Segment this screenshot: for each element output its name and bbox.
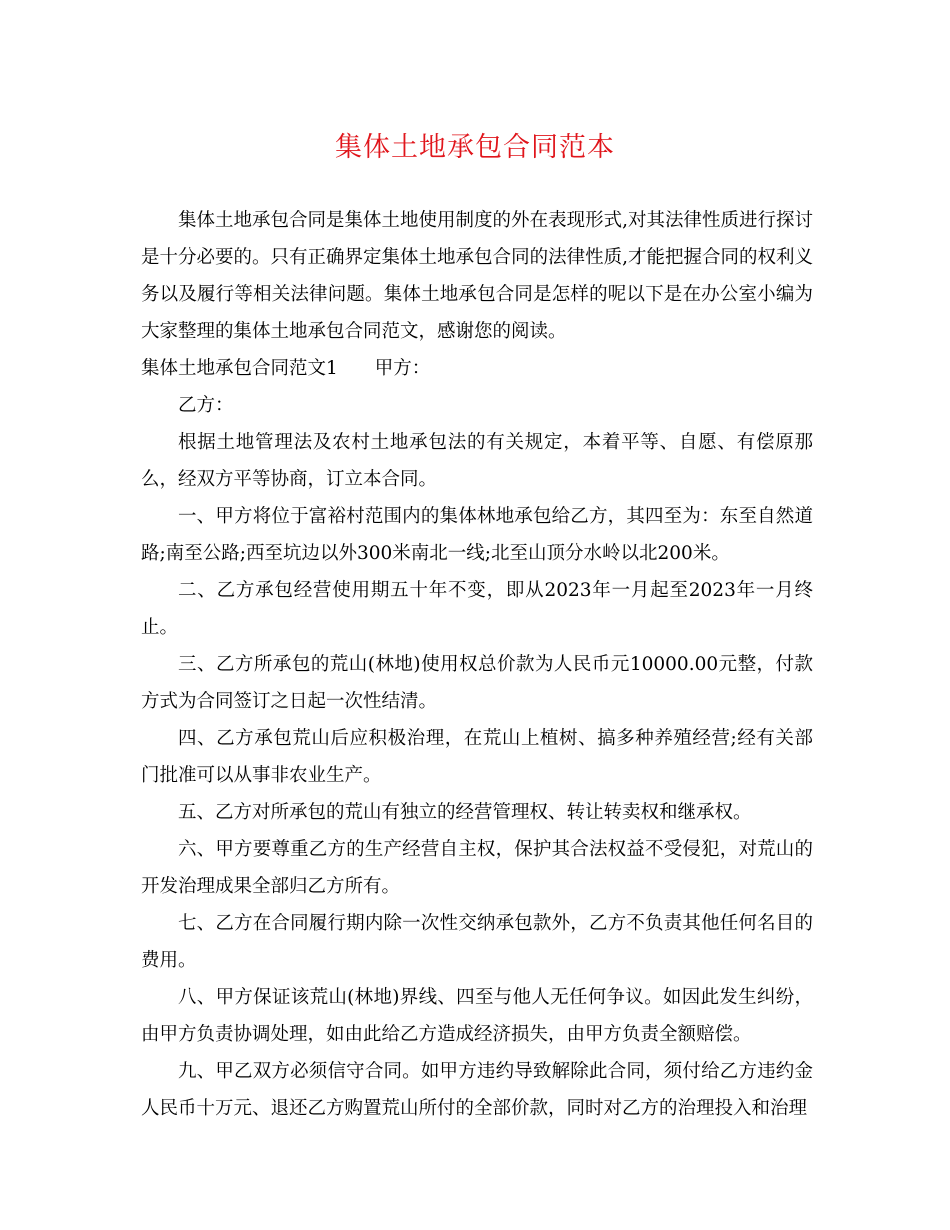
clause-7: 七、乙方在合同履行期内除一次性交纳承包款外，乙方不负责其他任何名目的费用。 [141,913,813,971]
sample-heading: 集体土地承包合同范文1 [141,358,338,379]
sample-heading-line [141,350,813,387]
clause-3: 三、乙方所承包的荒山(林地)使用权总价款为人民币元10000.00元整，付款方式为合同签订之日起一次性结清。 [141,654,813,712]
document-body [141,202,813,1127]
clause-4: 四、乙方承包荒山后应积极治理，在荒山上植树、搞多种养殖经营;经有关部门批准可以从事非农业生产。 [141,728,813,786]
clause-1: 一、甲方将位于富裕村范围内的集体林地承包给乙方，其四至为：东至自然道路;南至公路;西至坑边以外300米南北一线;北至山顶分水岭以北200米。 [141,506,813,564]
preamble-paragraph: 根据土地管理法及农村土地承包法的有关规定，本着平等、自愿、有偿原那么，经双方平等协商，订立本合同。 [141,432,813,490]
clause-2: 二、乙方承包经营使用期五十年不变，即从2023年一月起至2023年一月终止。 [141,580,813,638]
clause-6: 六、甲方要尊重乙方的生产经营自主权，保护其合法权益不受侵犯，对荒山的开发治理成果全部归乙方所有。 [141,839,813,897]
document-title: 集体土地承包合同范本 [335,132,615,163]
intro-paragraph: 集体土地承包合同是集体土地使用制度的外在表现形式,对其法律性质进行探讨是十分必要的。只有正确界定集体土地承包合同的法律性质,才能把握合同的权利义务以及履行等相关法律问题。集体土地承包合同是怎样的呢以下是在办公室小编为大家整理的集体土地承包合同范文，感谢您的阅读。 [141,210,813,342]
clause-8: 八、甲方保证该荒山(林地)界线、四至与他人无任何争议。如因此发生纠纷，由甲方负责协调处理，如由此给乙方造成经济损失，由甲方负责全额赔偿。 [141,987,813,1045]
clause-9: 九、甲乙双方必须信守合同。如甲方违约导致解除此合同，须付给乙方违约金人民币十万元、退还乙方购置荒山所付的全部价款，同时对乙方的治理投入和治理 [141,1061,813,1119]
clause-5: 五、乙方对所承包的荒山有独立的经营管理权、转让转卖权和继承权。 [178,802,752,823]
party-b-label: 乙方： [178,395,234,416]
party-a-label: 甲方： [374,358,431,379]
